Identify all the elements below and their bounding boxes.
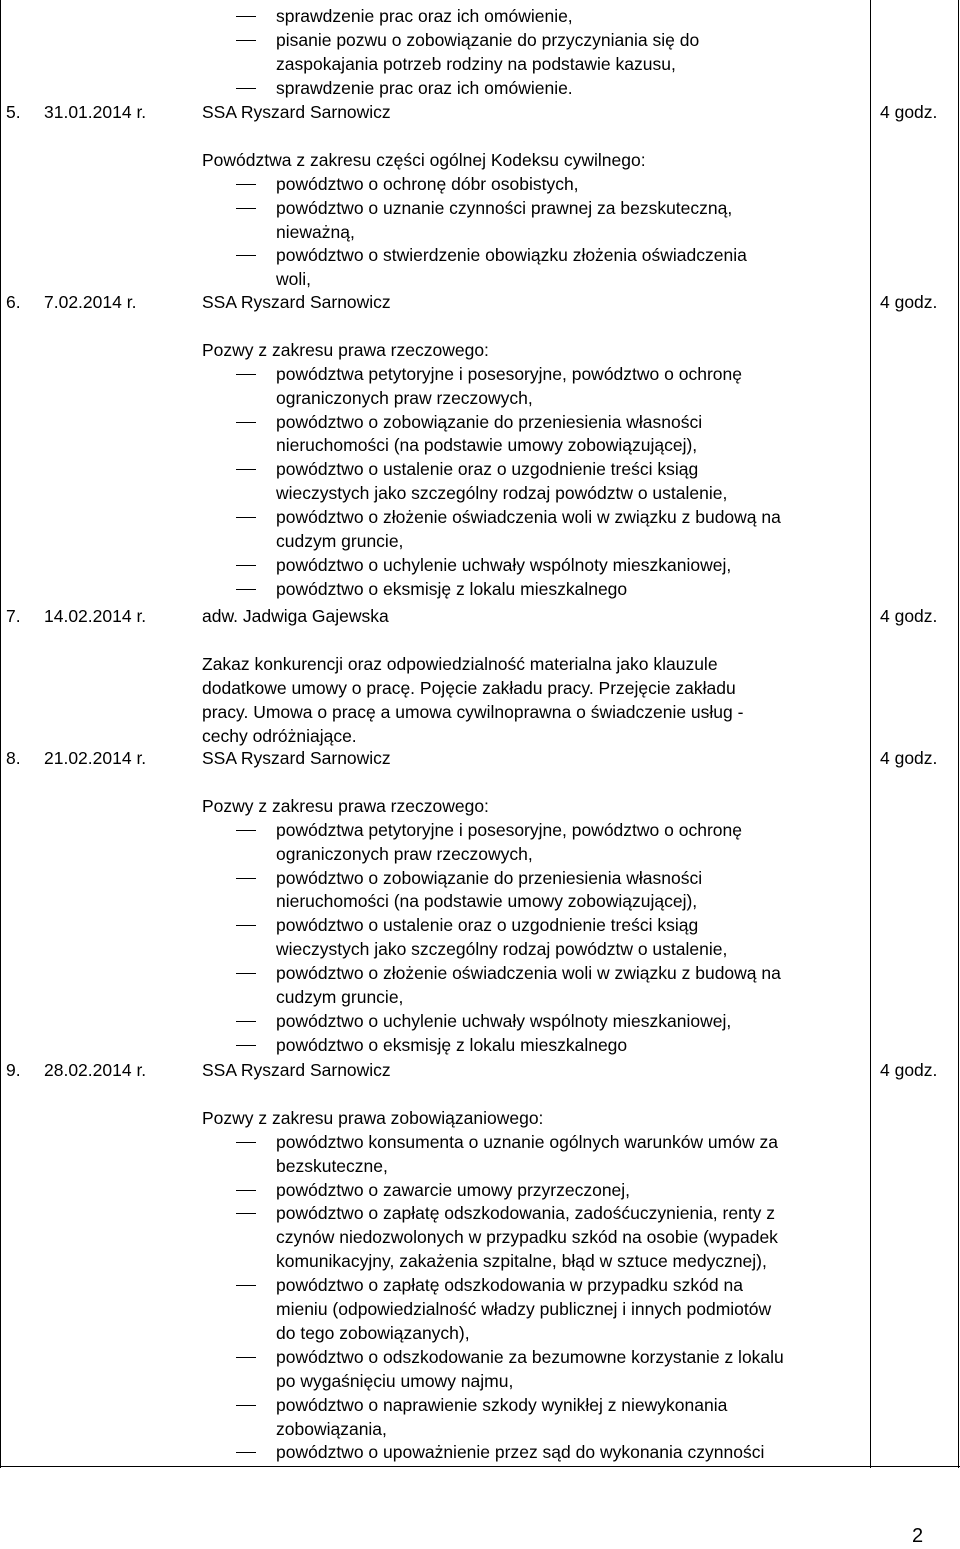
bullet-dash-icon [236, 40, 256, 41]
list-item-line: powództwo o zobowiązanie do przeniesienia własności [276, 867, 703, 888]
topic-heading: Pozwy z zakresu prawa zobowiązaniowego: [202, 1107, 544, 1128]
row-number: 8. [6, 748, 21, 768]
row-lecturer: adw. Jadwiga Gajewska [202, 606, 389, 626]
row-number: 5. [6, 102, 21, 122]
list-item-line: ograniczonych praw rzeczowych, [276, 843, 533, 864]
list-item-line: powództwo o ustalenie oraz o uzgodnienie treści ksiąg [276, 915, 699, 936]
list-item-line: powództwo o zapłatę odszkodowania, zadośćuczynienia, renty z [276, 1203, 776, 1224]
row-date: 7.02.2014 r. [44, 292, 137, 312]
list-item-line: powództwo o odszkodowanie za bezumowne korzystanie z lokalu [276, 1346, 784, 1367]
bullet-dash-icon [236, 16, 256, 17]
list-item-line: czynów niedozwolonych w przypadku szkód na osobie (wypadek [276, 1227, 778, 1248]
bullet-dash-icon [236, 1405, 256, 1406]
bullet-dash-icon [236, 1285, 256, 1286]
bullet-dash-icon [236, 1045, 256, 1046]
list-item-line: powództwo o zawarcie umowy przyrzeczonej, [276, 1179, 631, 1200]
list-item-line: powództwo o złożenie oświadczenia woli w związku z budową na [276, 507, 781, 528]
list-item-line: pisanie pozwu o zobowiązanie do przyczyniania się do [276, 29, 700, 50]
list-item-line: powództwo o upoważnienie przez sąd do wykonania czynności [276, 1442, 765, 1463]
list-item-line: sprawdzenie prac oraz ich omówienie, [276, 6, 573, 26]
list-item-line: powództwo o eksmisję z lokalu mieszkalnego [276, 1034, 628, 1055]
list-item-line: bezskuteczne, [276, 1155, 388, 1176]
row-lecturer: SSA Ryszard Sarnowicz [202, 292, 391, 312]
list-item-line: powództwo konsumenta o uznanie ogólnych warunków umów za [276, 1131, 778, 1152]
list-item-line: powództwo o eksmisję z lokalu mieszkalnego [276, 578, 628, 599]
list-item-line: nieruchomości (na podstawie umowy zobowiązującej), [276, 435, 698, 456]
bullet-dash-icon [236, 925, 256, 926]
list-item-line: powództwo o ustalenie oraz o uzgodnienie treści ksiąg [276, 459, 699, 480]
row-date: 31.01.2014 r. [44, 102, 147, 122]
topic-heading: Pozwy z zakresu prawa rzeczowego: [202, 795, 489, 816]
bullet-dash-icon [236, 878, 256, 879]
row-hours: 4 godz. [880, 292, 938, 312]
row-number: 9. [6, 1060, 21, 1080]
row-hours: 4 godz. [880, 606, 938, 626]
row-number: 7. [6, 606, 21, 626]
list-item-line: powództwo o zobowiązanie do przeniesienia własności [276, 411, 703, 432]
list-item-line: powództwo o uchylenie uchwały wspólnoty mieszkaniowej, [276, 1010, 732, 1031]
list-item-line: powództwo o ochronę dóbr osobistych, [276, 173, 579, 194]
table-column-divider [870, 0, 871, 1468]
list-item-line: powództwo o uznanie czynności prawnej za bezskuteczną, [276, 197, 733, 218]
table-border-right [958, 0, 959, 1468]
list-item-line: zobowiązania, [276, 1418, 387, 1439]
list-item-line: sprawdzenie prac oraz ich omówienie. [276, 77, 573, 98]
topic-paragraph-line: Zakaz konkurencji oraz odpowiedzialność materialna jako klauzule [202, 653, 718, 674]
list-item-line: ograniczonych praw rzeczowych, [276, 387, 533, 408]
bullet-dash-icon [236, 255, 256, 256]
table-border-left [0, 0, 1, 1468]
topic-heading: Powództwa z zakresu części ogólnej Kodeksu cywilnego: [202, 149, 646, 170]
bullet-dash-icon [236, 1213, 256, 1214]
row-date: 21.02.2014 r. [44, 748, 147, 768]
bullet-dash-icon [236, 1452, 256, 1453]
bullet-dash-icon [236, 1357, 256, 1358]
topic-heading: Pozwy z zakresu prawa rzeczowego: [202, 339, 489, 360]
bullet-dash-icon [236, 374, 256, 375]
bullet-dash-icon [236, 973, 256, 974]
page-number: 2 [912, 1525, 924, 1547]
topic-paragraph-line: pracy. Umowa o pracę a umowa cywilnoprawna o świadczenie usług - [202, 701, 744, 722]
list-item-line: wieczystych jako szczególny rodzaj powództw o ustalenie, [276, 939, 728, 960]
row-hours: 4 godz. [880, 748, 938, 768]
bullet-dash-icon [236, 565, 256, 566]
list-item-line: powództwo o naprawienie szkody wynikłej z niewykonania [276, 1394, 728, 1415]
bullet-dash-icon [236, 1021, 256, 1022]
list-item-line: nieważną, [276, 221, 355, 242]
row-lecturer: SSA Ryszard Sarnowicz [202, 1060, 391, 1080]
bullet-dash-icon [236, 88, 256, 89]
bullet-dash-icon [236, 830, 256, 831]
list-item-line: woli, [276, 269, 312, 290]
table-border-bottom [0, 1466, 960, 1467]
row-lecturer: SSA Ryszard Sarnowicz [202, 102, 391, 122]
row-hours: 4 godz. [880, 102, 938, 122]
list-item-line: mieniu (odpowiedzialność władzy publicznej i innych podmiotów [276, 1299, 772, 1319]
bullet-dash-icon [236, 208, 256, 209]
row-hours: 4 godz. [880, 1060, 938, 1080]
list-item-line: zaspokajania potrzeb rodziny na podstawie kazusu, [276, 53, 676, 74]
list-item-line: nieruchomości (na podstawie umowy zobowiązującej), [276, 891, 698, 912]
bullet-dash-icon [236, 1142, 256, 1143]
bullet-dash-icon [236, 422, 256, 423]
row-date: 14.02.2014 r. [44, 606, 147, 626]
list-item-line: powództwo o zapłatę odszkodowania w przypadku szkód na [276, 1275, 743, 1296]
row-number: 6. [6, 292, 21, 312]
topic-paragraph-line: cechy odróżniające. [202, 725, 357, 746]
list-item-line: do tego zobowiązanych), [276, 1322, 470, 1343]
list-item-line: powództwo o złożenie oświadczenia woli w związku z budową na [276, 963, 781, 984]
bullet-dash-icon [236, 184, 256, 185]
list-item-line: powództwo o uchylenie uchwały wspólnoty mieszkaniowej, [276, 554, 732, 575]
row-lecturer: SSA Ryszard Sarnowicz [202, 748, 391, 768]
bullet-dash-icon [236, 1190, 256, 1191]
list-item-line: powództwa petytoryjne i posesoryjne, powództwo o ochronę [276, 363, 742, 384]
bullet-dash-icon [236, 517, 256, 518]
list-item-line: cudzym gruncie, [276, 531, 404, 551]
list-item-line: cudzym gruncie, [276, 987, 404, 1007]
bullet-dash-icon [236, 589, 256, 590]
bullet-dash-icon [236, 469, 256, 470]
list-item-line: wieczystych jako szczególny rodzaj powództw o ustalenie, [276, 483, 728, 504]
list-item-line: powództwo o stwierdzenie obowiązku złożenia oświadczenia [276, 245, 747, 266]
topic-paragraph-line: dodatkowe umowy o pracę. Pojęcie zakładu pracy. Przejęcie zakładu [202, 677, 736, 698]
list-item-line: komunikacyjny, zakażenia szpitalne, błąd w sztuce medycznej), [276, 1251, 767, 1272]
list-item-line: powództwa petytoryjne i posesoryjne, powództwo o ochronę [276, 819, 742, 840]
row-date: 28.02.2014 r. [44, 1060, 147, 1080]
list-item-line: po wygaśnięciu umowy najmu, [276, 1370, 514, 1391]
